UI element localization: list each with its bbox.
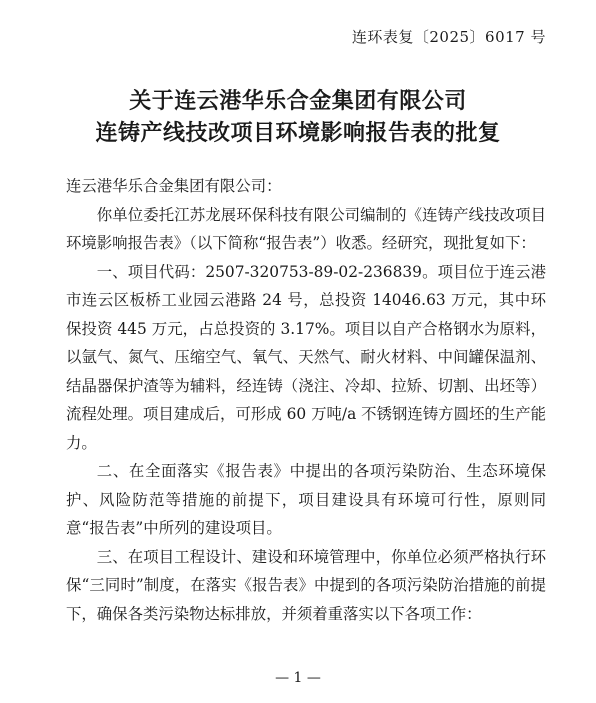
document-body bbox=[66, 172, 546, 628]
page-number: — 1 — bbox=[275, 670, 321, 686]
paragraph-intro: 你单位委托江苏龙展环保科技有限公司编制的《连铸产线技改项目环境影响报告表》（以下简称“报告表”）收悉。经研究，现批复如下： bbox=[66, 205, 546, 252]
document-title-line-2: 连铸产线技改项目环境影响报告表的批复 bbox=[95, 121, 501, 146]
addressee: 连云港华乐合金集团有限公司： bbox=[66, 177, 282, 195]
paragraph-item-2: 二、在全面落实《报告表》中提出的各项污染防治、生态环境保护、风险防范等措施的前提下，项目建设具有环境可行性，原则同意“报告表”中所列的建设项目。 bbox=[66, 462, 546, 537]
document-number: 连环表复〔2025〕6017 号 bbox=[351, 28, 546, 46]
document-title-line-1: 关于连云港华乐合金集团有限公司 bbox=[129, 89, 467, 114]
paragraph-item-3: 三、在项目工程设计、建设和环境管理中，你单位必须严格执行环保“三同时”制度，在落实《报告表》中提到的各项污染防治措施的前提下，确保各类污染物达标排放，并须着重落实以下各项工作： bbox=[66, 547, 546, 623]
paragraph-item-1: 一、项目代码：2507-320753-89-02-236839。项目位于连云港市连云区板桥工业园云港路 24 号，总投资 14046.63 万元，其中环保投资 445 万元，占总投资的 3.17%。项目以自产合格钢水为原料，以氩气、氮气、压缩空气、氧气、天然气、耐火材料、中间罐保温剂、结晶器保护渣等为辅料，经连铸（浇注、冷却、拉矫、切割、出坯等）流程处理。项目建成后，可形成 60 万吨/a 不锈钢连铸方圆坯的生产能力。 bbox=[66, 262, 546, 452]
